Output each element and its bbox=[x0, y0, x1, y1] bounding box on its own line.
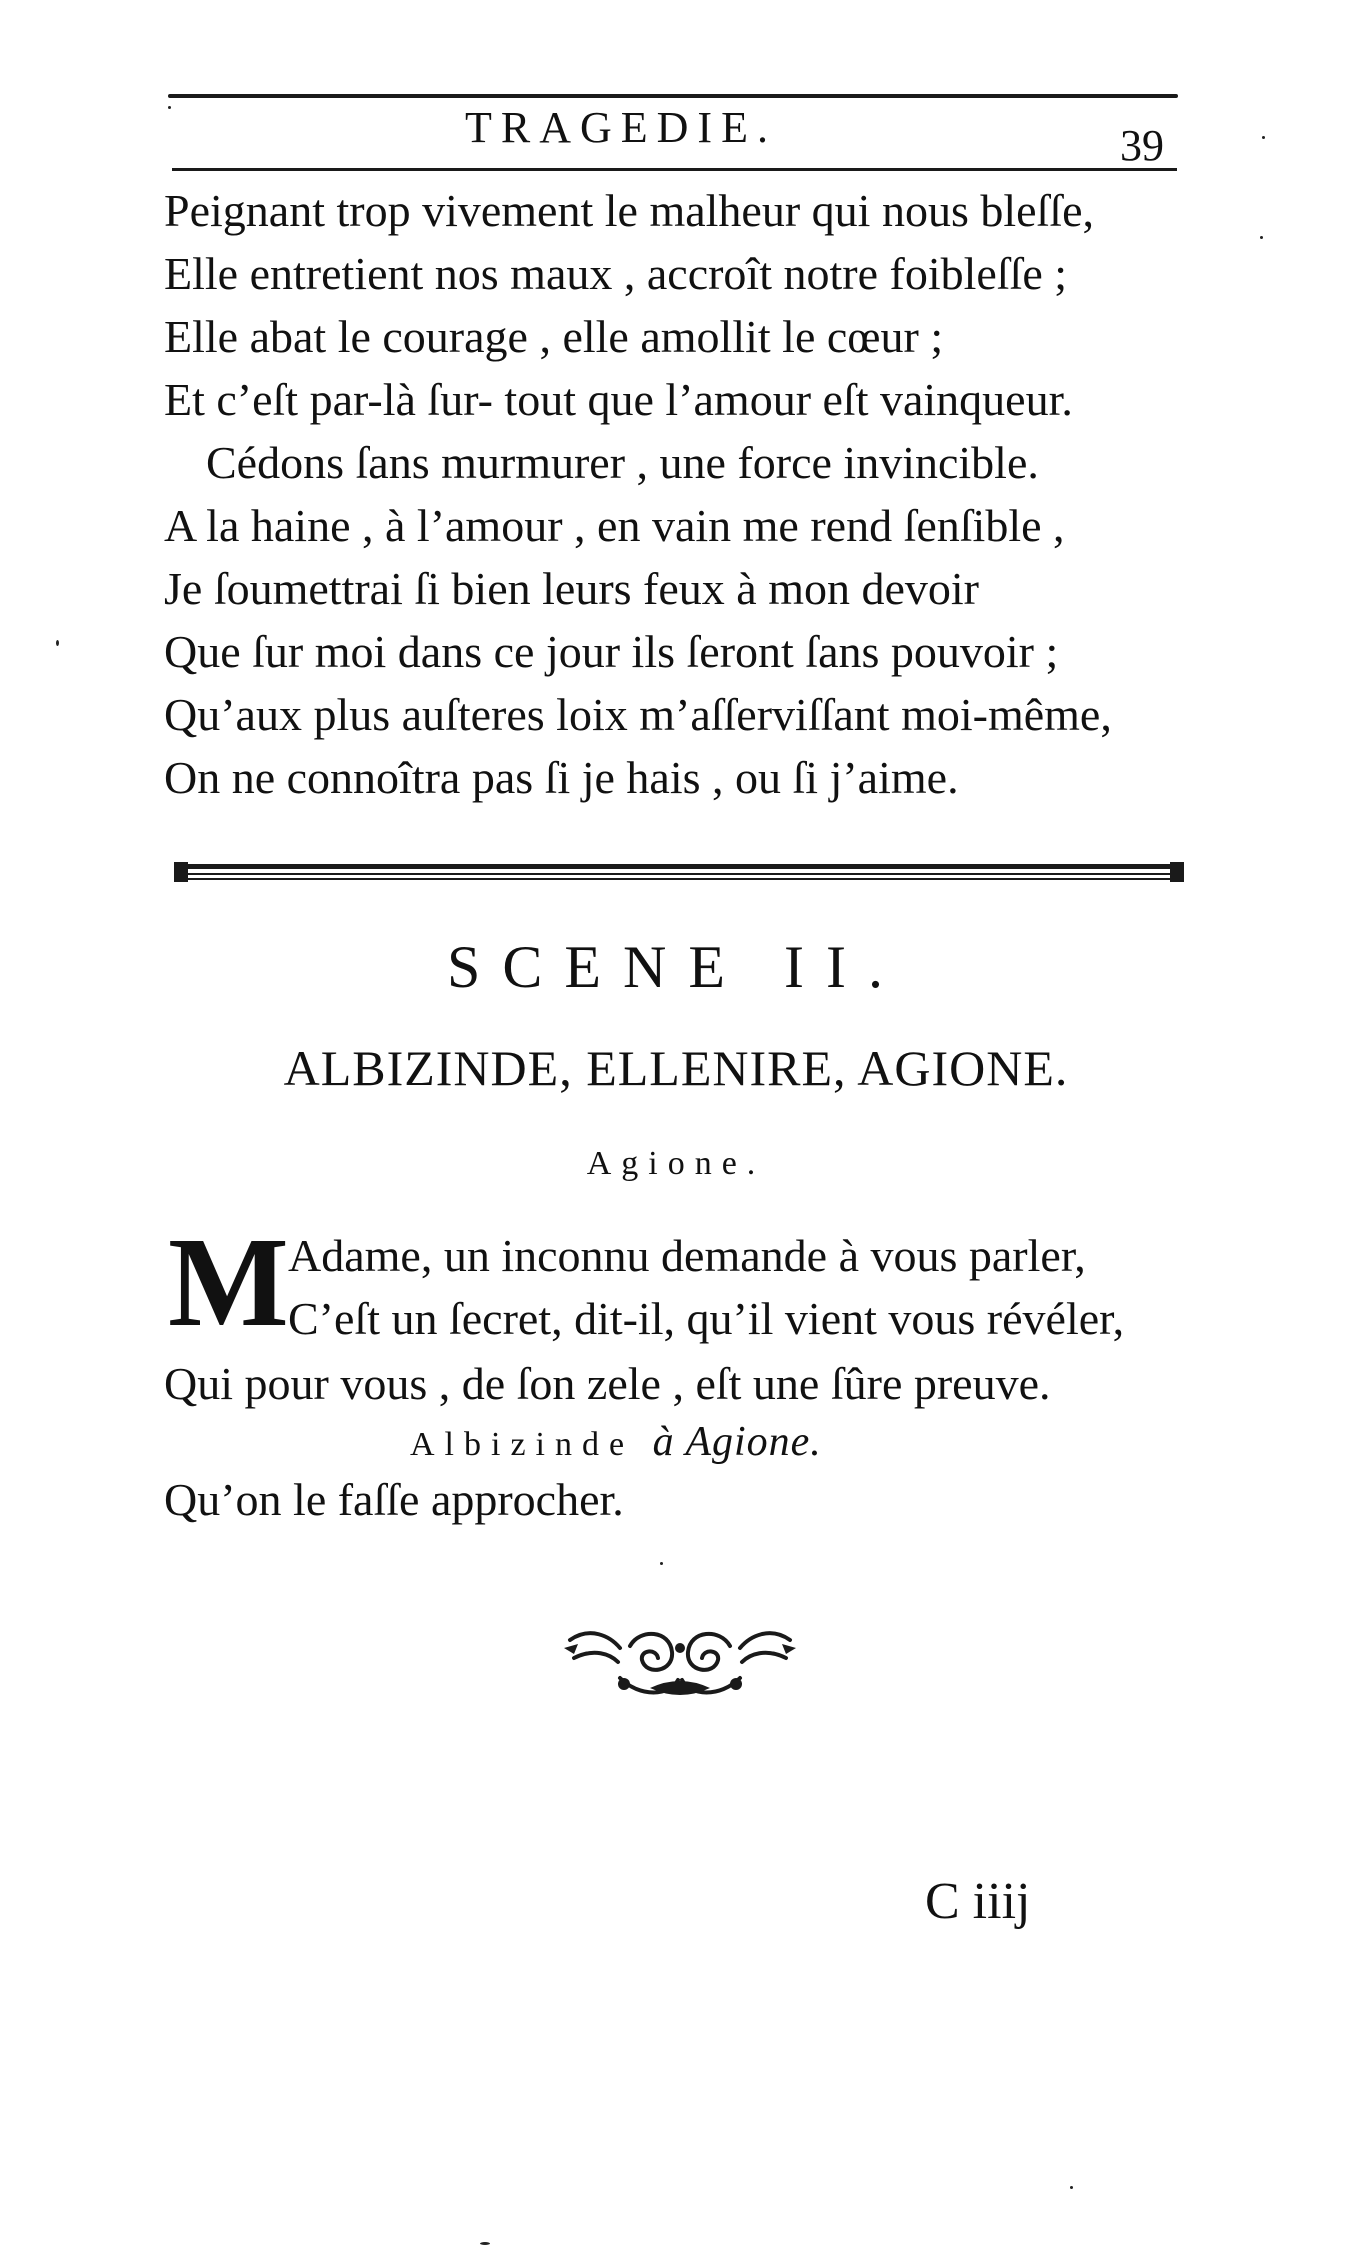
verse-line: C’eſt un ſecret, dit-il, qu’il vient vous révéler, bbox=[288, 1293, 1125, 1344]
verse-line: A la haine , à l’amour , en vain me rend ſenſible , bbox=[164, 500, 1065, 551]
print-speck bbox=[660, 1562, 663, 1565]
page-number: 39 bbox=[1120, 121, 1164, 170]
verse-line: Elle entretient nos maux , accroît notre foibleſſe ; bbox=[164, 248, 1068, 299]
verse-line: Qu’aux plus auſteres loix m’aſſerviſſant moi-même, bbox=[164, 689, 1112, 740]
verse-line: Que ſur moi dans ce jour ils ſeront ſans pouvoir ; bbox=[164, 626, 1059, 677]
speaker-label: Agione. bbox=[586, 1145, 766, 1182]
scene-title: SCENE II. bbox=[447, 934, 905, 1000]
header-under-rule bbox=[172, 168, 1177, 171]
signature-mark: C iiij bbox=[925, 1873, 1031, 1930]
running-head: TRAGEDIE. bbox=[465, 103, 777, 152]
verse-line: Qui pour vous , de ſon zele , eſt une ſûre preuve. bbox=[164, 1358, 1051, 1409]
verse-line: On ne connoîtra pas ſi je hais , ou ſi j’aime. bbox=[164, 752, 959, 803]
drop-capital: M bbox=[168, 1211, 289, 1353]
print-speck bbox=[1262, 136, 1265, 139]
verse-line: Adame, un inconnu demande à vous parler, bbox=[288, 1230, 1086, 1281]
stage-direction: à Agione. bbox=[652, 1419, 822, 1465]
verse-line: Elle abat le courage , elle amollit le cœur ; bbox=[164, 311, 944, 362]
speaker-with-direction bbox=[410, 1418, 822, 1469]
section-divider-rule bbox=[174, 862, 1184, 882]
scene-characters: ALBIZINDE, ELLENIRE, AGIONE. bbox=[283, 1040, 1069, 1096]
speaker-name bbox=[0, 1140, 1352, 1188]
fleuron-ornament-icon bbox=[560, 1618, 800, 1700]
print-speck bbox=[1070, 2186, 1073, 2189]
print-speck bbox=[480, 2242, 490, 2245]
verse-line: Et c’eſt par-là ſur- tout que l’amour eſt vainqueur. bbox=[164, 374, 1073, 425]
verse-line: Peignant trop vivement le malheur qui nous bleſſe, bbox=[164, 185, 1095, 236]
verse-line: Je ſoumettrai ſi bien leurs feux à mon devoir bbox=[164, 563, 979, 614]
print-speck bbox=[168, 106, 171, 109]
verse-line: Qu’on le faſſe approcher. bbox=[164, 1474, 624, 1525]
print-speck bbox=[1260, 236, 1263, 239]
speaker-label: Albizinde bbox=[410, 1426, 635, 1463]
verse-line: Cédons ſans murmurer , une force invincible. bbox=[206, 437, 1039, 488]
print-speck bbox=[56, 640, 59, 646]
